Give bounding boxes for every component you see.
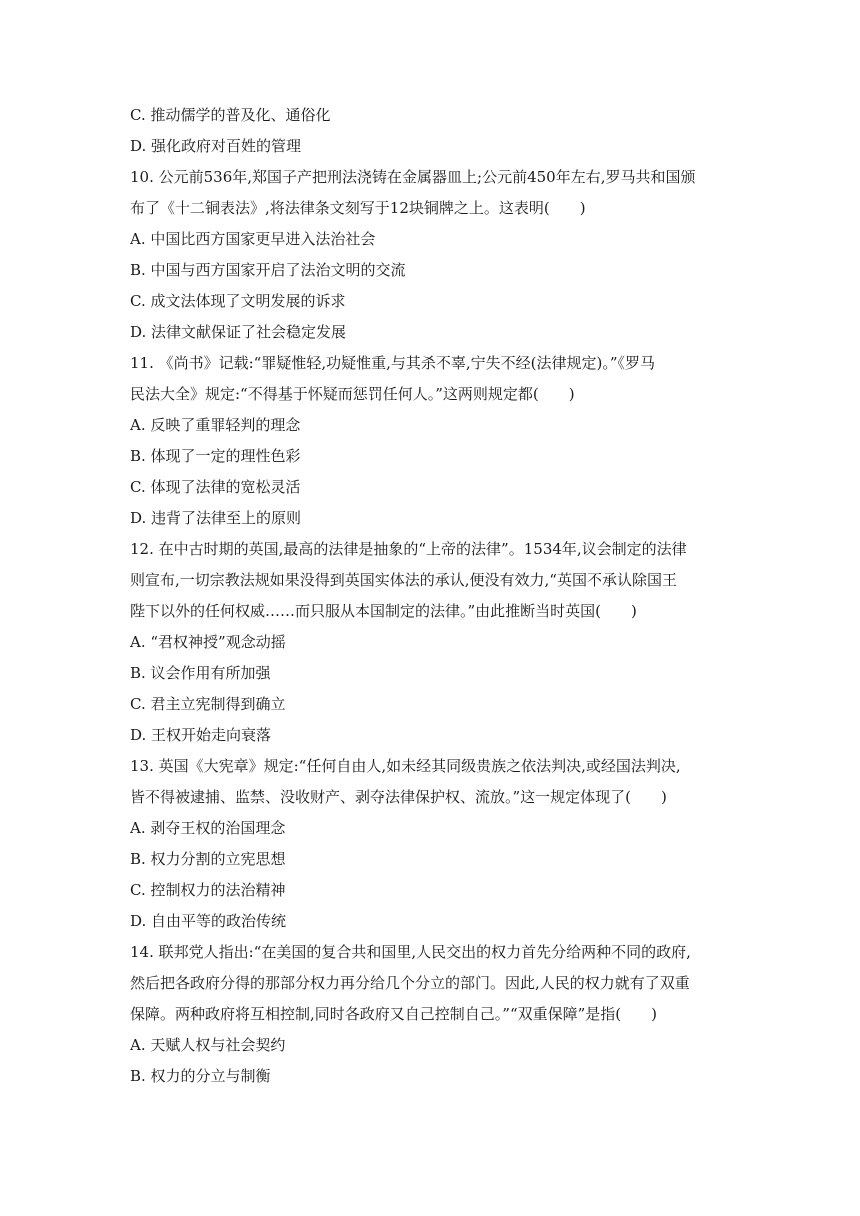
option-text: C. 推动儒学的普及化、通俗化 — [130, 106, 331, 124]
question-text-line: 10. 公元前536年,郑国子产把刑法浇铸在金属器皿上;公元前450年左右,罗马共和国颁 — [130, 168, 696, 186]
answer-option — [130, 1030, 732, 1061]
answer-option — [130, 100, 732, 131]
answer-option — [130, 875, 732, 906]
option-text: C. 成文法体现了文明发展的诉求 — [130, 292, 346, 310]
question-text-line: 11. 《尚书》记载:“罪疑惟轻,功疑惟重,与其杀不辜,宁失不经(法律规定)。”《罗马 — [130, 354, 656, 372]
answer-option — [130, 503, 732, 534]
answer-option — [130, 720, 732, 751]
option-text: D. 强化政府对百姓的管理 — [130, 137, 302, 155]
question-stem — [130, 751, 732, 813]
question-text-line: 12. 在中古时期的英国,最高的法律是抽象的“上帝的法律”。1534年,议会制定的法律 — [130, 540, 687, 558]
question-text-line: 布了《十二铜表法》,将法律条文刻写于12块铜牌之上。这表明( ) — [130, 199, 586, 217]
answer-option — [130, 224, 732, 255]
answer-option — [130, 906, 732, 937]
question-text-line: 民法大全》规定:“不得基于怀疑而惩罚任何人。”这两则规定都( ) — [130, 385, 575, 403]
question-stem — [130, 534, 732, 627]
option-text: C. 控制权力的法治精神 — [130, 881, 286, 899]
answer-option — [130, 255, 732, 286]
answer-option — [130, 658, 732, 689]
question-text-line: 陛下以外的任何权威……而只服从本国制定的法律。”由此推断当时英国( ) — [130, 602, 637, 620]
option-text: A. 中国比西方国家更早进入法治社会 — [130, 230, 376, 248]
answer-option — [130, 472, 732, 503]
answer-option — [130, 844, 732, 875]
answer-option — [130, 441, 732, 472]
answer-option — [130, 813, 732, 844]
option-text: A. 天赋人权与社会契约 — [130, 1036, 286, 1054]
option-text: C. 君主立宪制得到确立 — [130, 695, 286, 713]
question-text-line: 保障。两种政府将互相控制,同时各政府又自己控制自己。”“双重保障”是指( ) — [130, 1005, 657, 1023]
option-text: D. 王权开始走向衰落 — [130, 726, 272, 744]
question-stem — [130, 937, 732, 1030]
question-stem — [130, 348, 732, 410]
question-text-line: 然后把各政府分得的那部分权力再分给几个分立的部门。因此,人民的权力就有了双重 — [130, 974, 690, 992]
option-text: B. 议会作用有所加强 — [130, 664, 271, 682]
option-text: A. 反映了重罪轻判的理念 — [130, 416, 301, 434]
answer-option — [130, 410, 732, 441]
option-text: C. 体现了法律的宽松灵活 — [130, 478, 301, 496]
answer-option — [130, 1061, 732, 1092]
option-text: A. “君权神授”观念动摇 — [130, 633, 286, 651]
option-text: A. 剥夺王权的治国理念 — [130, 819, 286, 837]
question-text-line: 皆不得被逮捕、监禁、没收财产、剥夺法律保护权、流放。”这一规定体现了( ) — [130, 788, 667, 806]
option-text: B. 体现了一定的理性色彩 — [130, 447, 301, 465]
answer-option — [130, 286, 732, 317]
option-text: B. 中国与西方国家开启了法治文明的交流 — [130, 261, 406, 279]
answer-option — [130, 627, 732, 658]
answer-option — [130, 689, 732, 720]
answer-option — [130, 317, 732, 348]
option-text: B. 权力的分立与制衡 — [130, 1067, 271, 1085]
option-text: D. 违背了法律至上的原则 — [130, 509, 302, 527]
question-text-line: 14. 联邦党人指出:“在美国的复合共和国里,人民交出的权力首先分给两种不同的政府, — [130, 943, 691, 961]
option-text: D. 自由平等的政治传统 — [130, 912, 287, 930]
question-text-line: 则宣布,一切宗教法规如果没得到英国实体法的承认,便没有效力,“英国不承认除国王 — [130, 571, 677, 589]
question-stem — [130, 162, 732, 224]
question-text-line: 13. 英国《大宪章》规定:“任何自由人,如未经其同级贵族之依法判决,或经国法判决, — [130, 757, 681, 775]
option-text: B. 权力分割的立宪思想 — [130, 850, 286, 868]
answer-option — [130, 131, 732, 162]
option-text: D. 法律文献保证了社会稳定发展 — [130, 323, 347, 341]
